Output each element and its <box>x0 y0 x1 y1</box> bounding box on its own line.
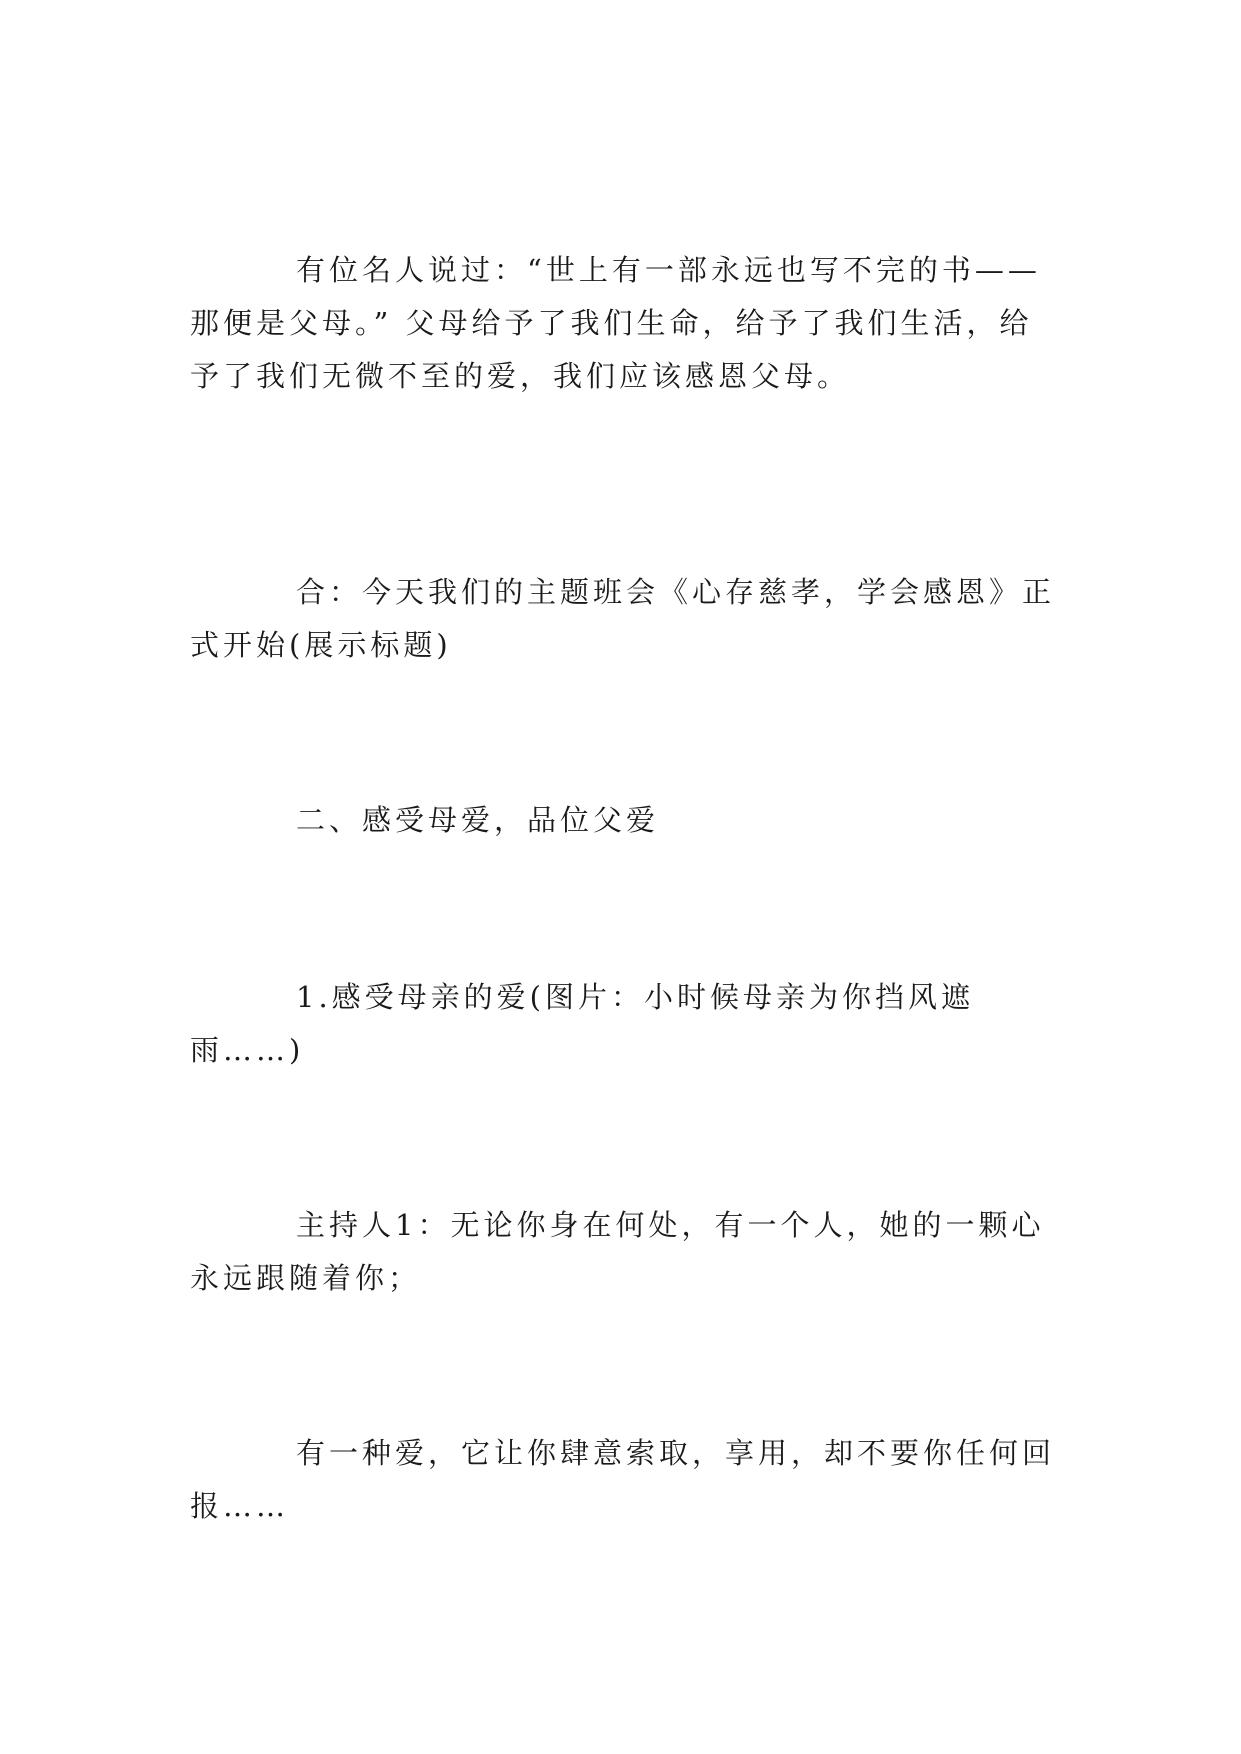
paragraph-line: 永远跟随着你； <box>190 1261 422 1295</box>
paragraph-line: 合：今天我们的主题班会《心存慈孝，学会感恩》正 <box>296 575 1056 609</box>
paragraph-line: 主持人1：无论你身在何处，有一个人，她的一颗心 <box>296 1208 1045 1242</box>
paragraph-line: 有一种爱，它让你肆意索取，享用，却不要你任何回 <box>296 1436 1056 1470</box>
paragraph-line: 1.感受母亲的爱(图片：小时候母亲为你挡风遮 <box>296 980 974 1014</box>
paragraph-line: 式开始(展示标题) <box>190 628 452 662</box>
section-heading <box>190 794 1050 847</box>
paragraph-line: 报…… <box>190 1489 290 1523</box>
paragraph-item-one <box>190 971 1050 1077</box>
paragraph-line: 予了我们无微不至的爱，我们应该感恩父母。 <box>190 359 851 393</box>
paragraph-love <box>190 1427 1056 1533</box>
paragraph-line: 二、感受母爱，品位父爱 <box>296 803 660 837</box>
paragraph-line: 有位名人说过：“世上有一部永远也写不完的书—— <box>296 253 1041 287</box>
paragraph-line: 那便是父母。” 父母给予了我们生命，给予了我们生活，给 <box>190 306 1033 340</box>
paragraph-line: 雨……) <box>190 1033 305 1067</box>
paragraph-intro-quote <box>190 244 1050 403</box>
paragraph-host-one <box>190 1199 1050 1305</box>
paragraph-opening <box>190 566 1056 672</box>
